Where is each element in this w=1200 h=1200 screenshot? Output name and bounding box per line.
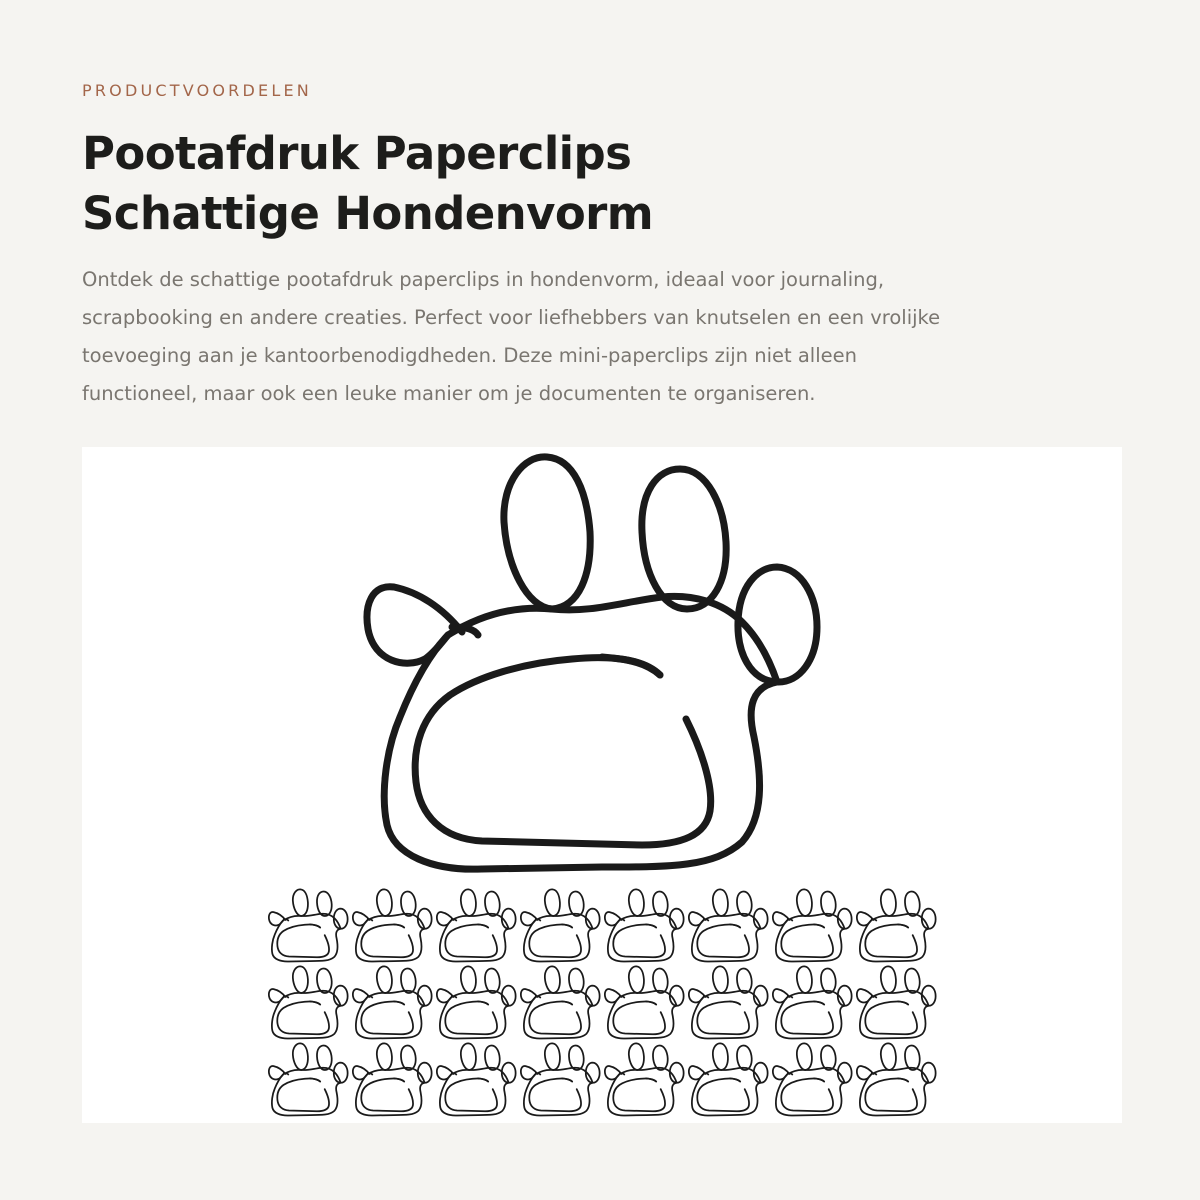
mini-paw-clip xyxy=(605,889,684,961)
description-line-2: scrapbooking en andere creaties. Perfect voor liefhebbers van knutselen en een vrolijke xyxy=(82,306,941,329)
mini-paw-clip xyxy=(269,966,348,1038)
mini-paw-clip xyxy=(269,889,348,961)
mini-paw-clip xyxy=(689,1043,768,1115)
mini-paw-clip xyxy=(689,966,768,1038)
mini-paw-clip xyxy=(353,889,432,961)
description-line-4: functioneel, maar ook een leuke manier om je documenten te organiseren. xyxy=(82,382,816,405)
mini-paw-clip xyxy=(773,966,852,1038)
mini-paw-clip xyxy=(437,889,516,961)
description-line-3: toevoeging aan je kantoorbenodigdheden. Deze mini-paperclips zijn niet alleen xyxy=(82,344,857,367)
description-line-1: Ontdek de schattige pootafdruk paperclips in hondenvorm, ideaal voor journaling, xyxy=(82,268,885,291)
mini-paw-clip xyxy=(269,1043,348,1115)
mini-paw-clip xyxy=(353,1043,432,1115)
page-title xyxy=(82,124,1122,244)
title-line-1: Pootafdruk Paperclips xyxy=(82,127,632,180)
mini-paw-clip-grid xyxy=(269,889,936,1115)
product-image xyxy=(82,447,1122,1123)
hero-paw-clip xyxy=(367,457,817,869)
mini-paw-clip xyxy=(437,1043,516,1115)
mini-paw-clip xyxy=(857,889,936,961)
mini-paw-clip xyxy=(605,966,684,1038)
mini-paw-clip xyxy=(857,1043,936,1115)
mini-paw-clip xyxy=(521,889,600,961)
product-description xyxy=(82,261,1132,413)
section-eyebrow: PRODUCTVOORDELEN xyxy=(82,81,312,100)
mini-paw-clip xyxy=(773,889,852,961)
mini-paw-clip xyxy=(521,1043,600,1115)
mini-paw-clip xyxy=(521,966,600,1038)
mini-paw-clip xyxy=(605,1043,684,1115)
mini-paw-clip xyxy=(773,1043,852,1115)
mini-paw-clip xyxy=(857,966,936,1038)
mini-paw-clip xyxy=(689,889,768,961)
mini-paw-clip xyxy=(437,966,516,1038)
title-line-2: Schattige Hondenvorm xyxy=(82,187,654,240)
paw-print-paperclip-icon xyxy=(82,447,1122,1123)
mini-paw-clip xyxy=(353,966,432,1038)
